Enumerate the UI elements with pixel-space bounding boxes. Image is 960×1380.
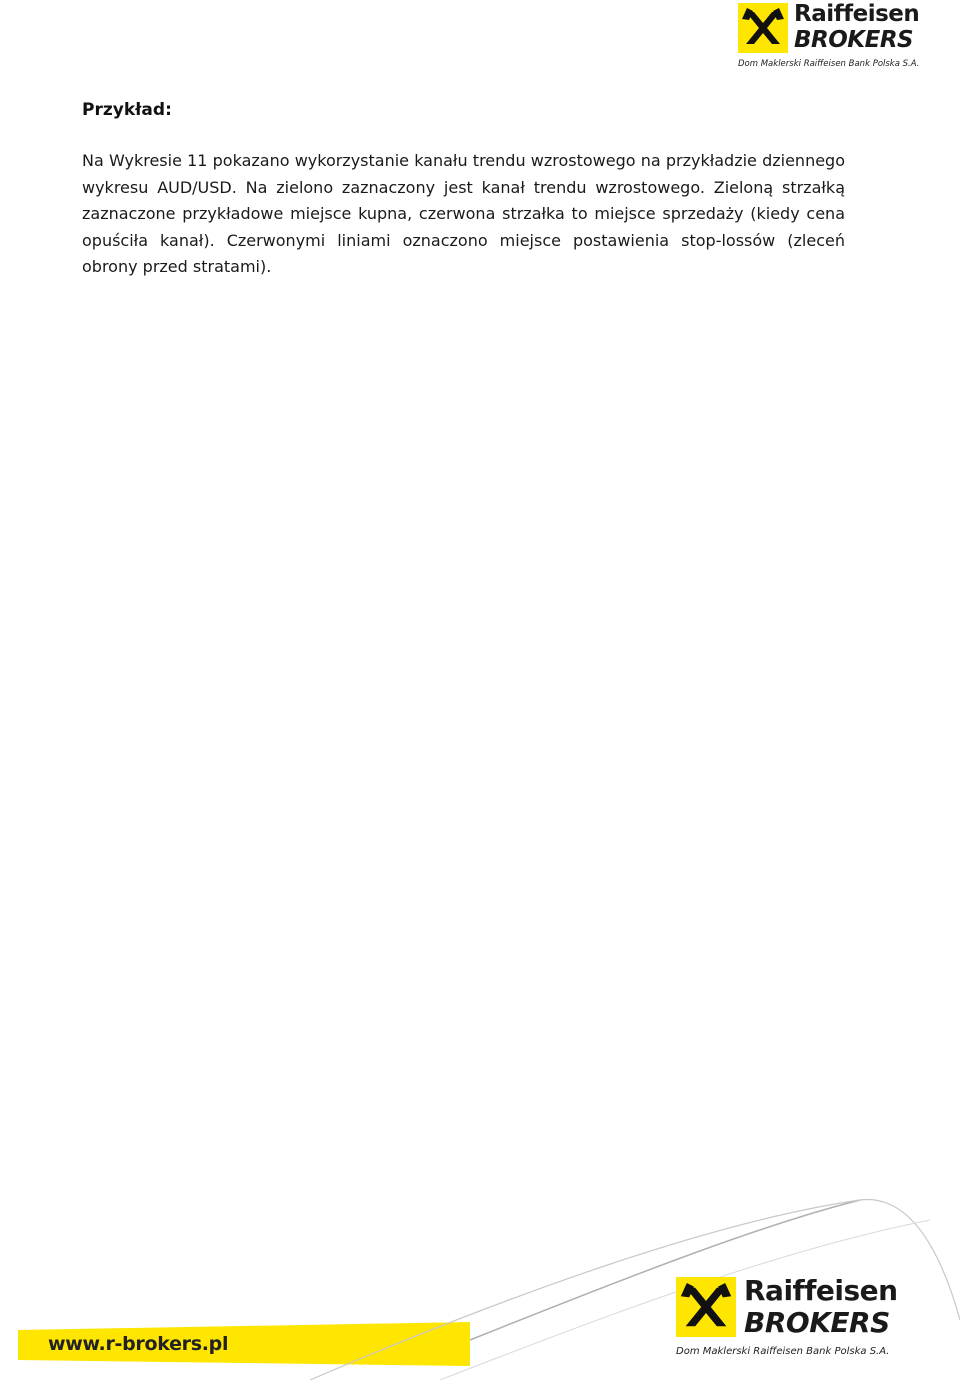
logo-tagline: Dom Maklerski Raiffeisen Bank Polska S.A. bbox=[676, 1346, 890, 1357]
logo-tagline: Dom Maklerski Raiffeisen Bank Polska S.A. bbox=[738, 59, 920, 69]
logo-brand-subname: BROKERS bbox=[794, 27, 914, 53]
section-heading: Przykład: bbox=[82, 100, 172, 120]
logo-brand-name: Raiffeisen bbox=[744, 1274, 898, 1307]
raiffeisen-gable-cross-icon bbox=[676, 1277, 736, 1337]
footer-website-url: www.r-brokers.pl bbox=[48, 1333, 229, 1355]
body-paragraph: Na Wykresie 11 pokazano wykorzystanie kanału trendu wzrostowego na przykładzie dziennego wykresu AUD/USD. Na zielono zaznaczony jest kanał trendu wzrostowego. Zieloną strzałką zaznaczone przykładowe miejsce kupna, czerwona strzałka to miejsce sprzedaży (kiedy cena opuściła kanał). Czerwonymi liniami oznaczono miejsce postawienia stop-lossów (zleceń obrony przed stratami). bbox=[82, 151, 845, 276]
logo-brand-subname: BROKERS bbox=[744, 1306, 890, 1339]
footer-logo bbox=[676, 1274, 898, 1357]
logo-brand-name: Raiffeisen bbox=[794, 1, 920, 27]
header-logo bbox=[738, 1, 920, 69]
raiffeisen-gable-cross-icon bbox=[738, 3, 788, 53]
